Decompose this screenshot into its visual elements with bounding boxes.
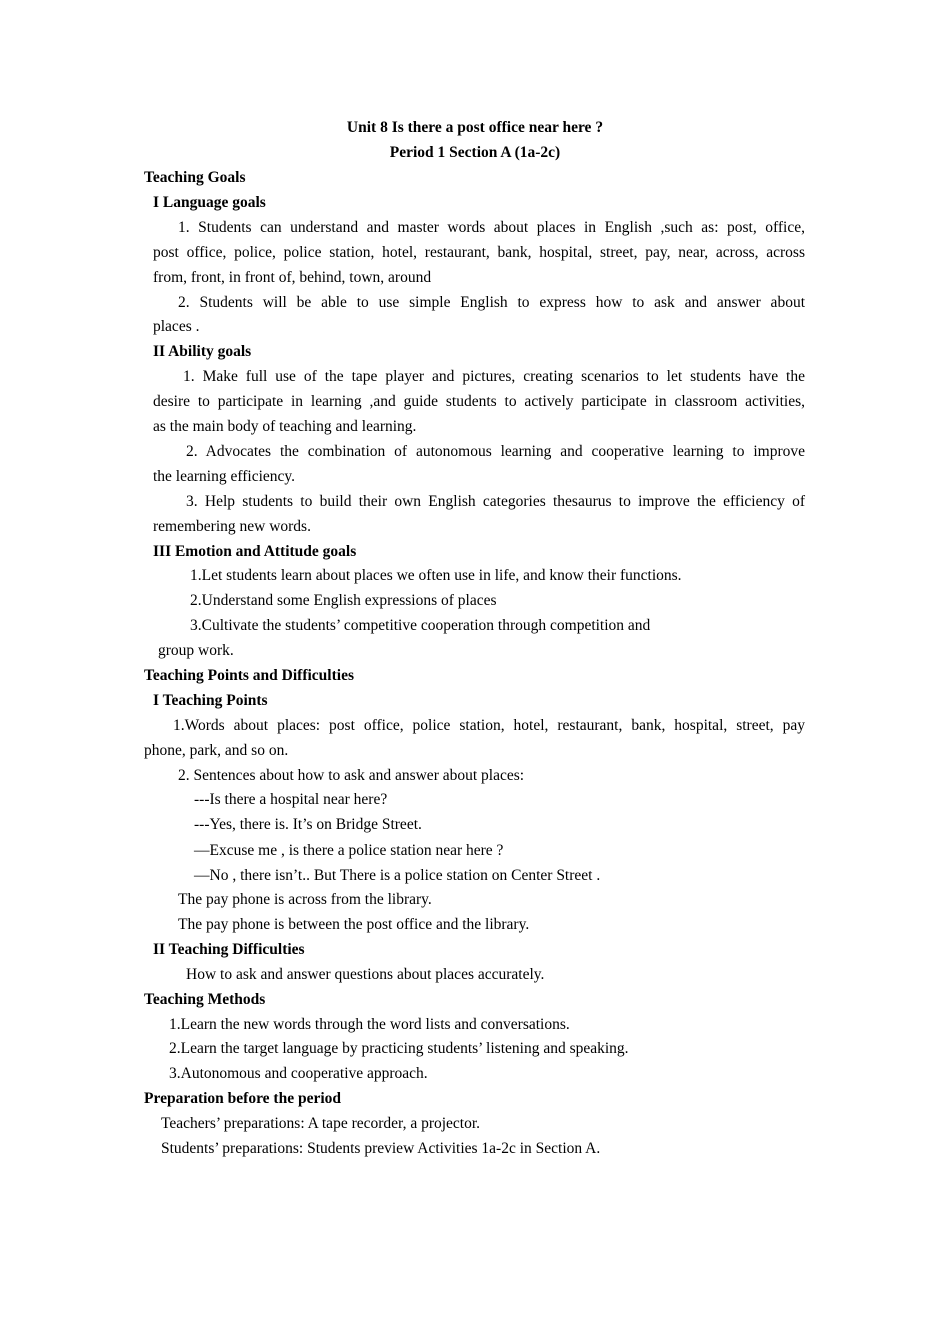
- paragraph-line: How to ask and answer questions about places accurately.: [186, 966, 545, 983]
- list-item: 1.Let students learn about places we often use in life, and know their functions.: [190, 567, 682, 584]
- list-item: group work.: [158, 642, 234, 659]
- list-item: 1.Learn the new words through the word lists and conversations.: [169, 1016, 570, 1033]
- paragraph-line: post office, police, police station, hotel, restaurant, bank, hospital, street, pay, near, across, across: [153, 244, 805, 261]
- heading-teaching-points: I Teaching Points: [153, 692, 268, 709]
- paragraph-line: remembering new words.: [153, 518, 311, 535]
- heading-teaching-goals: Teaching Goals: [144, 169, 246, 186]
- example-sentence: —No , there isn’t.. But There is a police station on Center Street .: [194, 867, 601, 884]
- heading-points-difficulties: Teaching Points and Difficulties: [144, 667, 354, 684]
- paragraph-line: 1.Words about places: post office, police station, hotel, restaurant, bank, hospital, street, pay: [173, 717, 805, 734]
- paragraph-line: 2. Advocates the combination of autonomous learning and cooperative learning to improve: [186, 443, 805, 460]
- paragraph-line: desire to participate in learning ,and guide students to actively participate in classroom activities,: [153, 393, 805, 410]
- paragraph-line: the learning efficiency.: [153, 468, 296, 485]
- example-sentence: ---Yes, there is. It’s on Bridge Street.: [194, 816, 422, 833]
- paragraph-line: places .: [153, 318, 200, 335]
- list-item: 3.Autonomous and cooperative approach.: [169, 1065, 428, 1082]
- example-sentence: The pay phone is across from the library.: [178, 891, 432, 908]
- heading-emotion-goals: III Emotion and Attitude goals: [153, 543, 357, 560]
- list-item: 3.Cultivate the students’ competitive cooperation through competition and: [190, 617, 651, 634]
- document-title: Unit 8 Is there a post office near here ?: [346, 119, 604, 136]
- paragraph-line: from, front, in front of, behind, town, around: [153, 269, 432, 286]
- heading-ability-goals: II Ability goals: [153, 343, 252, 360]
- paragraph-line: 3. Help students to build their own English categories thesaurus to improve the efficiency of: [186, 493, 805, 510]
- paragraph-line: 2. Sentences about how to ask and answer about places:: [178, 767, 525, 784]
- heading-teaching-difficulties: II Teaching Difficulties: [153, 941, 305, 958]
- paragraph-line: 2. Students will be able to use simple English to express how to ask and answer about: [178, 294, 805, 311]
- list-item: 2.Learn the target language by practicing students’ listening and speaking.: [169, 1040, 629, 1057]
- paragraph-line: as the main body of teaching and learning.: [153, 418, 417, 435]
- paragraph-line: phone, park, and so on.: [144, 742, 289, 759]
- paragraph-line: 1. Make full use of the tape player and pictures, creating scenarios to let students have the: [183, 368, 805, 385]
- list-item: 2.Understand some English expressions of places: [190, 592, 497, 609]
- list-item: Teachers’ preparations: A tape recorder, a projector.: [161, 1115, 481, 1132]
- paragraph-line: 1. Students can understand and master words about places in English ,such as: post, office,: [178, 219, 805, 236]
- example-sentence: The pay phone is between the post office and the library.: [178, 916, 530, 933]
- example-sentence: ---Is there a hospital near here?: [194, 791, 388, 808]
- list-item: Students’ preparations: Students preview Activities 1a-2c in Section A.: [161, 1140, 601, 1157]
- heading-preparation: Preparation before the period: [144, 1090, 342, 1107]
- heading-teaching-methods: Teaching Methods: [144, 991, 266, 1008]
- document-subtitle: Period 1 Section A (1a-2c): [389, 144, 561, 161]
- example-sentence: —Excuse me , is there a police station near here ?: [194, 842, 504, 859]
- heading-language-goals: I Language goals: [153, 194, 266, 211]
